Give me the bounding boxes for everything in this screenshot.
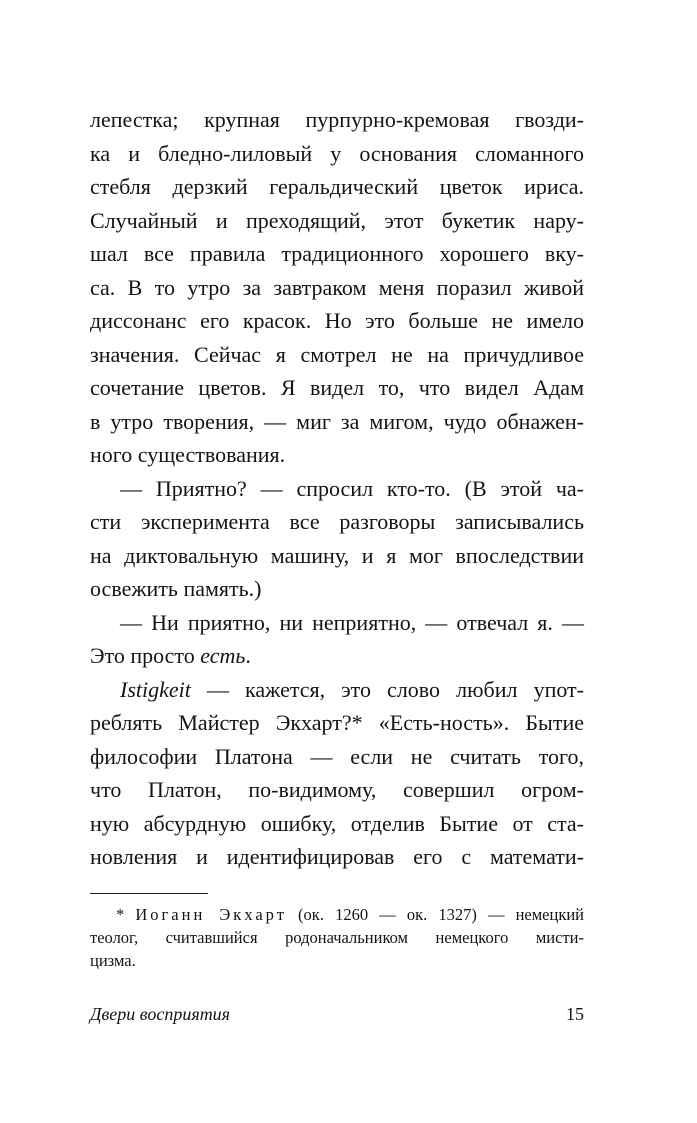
- page-footer: [90, 1001, 584, 1027]
- text-line: Случайный и преходящий, этот букетик нару-: [90, 207, 584, 233]
- text-line: ного существования.: [90, 442, 286, 467]
- footnote: [90, 903, 584, 972]
- text-line: са. В то утро за завтраком меня поразил живой: [90, 274, 584, 300]
- footnote-line: цизма.: [90, 951, 136, 970]
- text-fragment: .: [245, 643, 251, 668]
- text-fragment: — кажется, это слово любил упот-: [190, 676, 584, 702]
- footnote-divider: [90, 893, 208, 894]
- footnote-marker: *: [116, 905, 136, 924]
- text-line: ную абсурдную ошибку, отделив Бытие от ста-: [90, 810, 584, 836]
- text-line: лепестка; крупная пурпурно-кремовая гвозди-: [90, 107, 584, 132]
- text-line: на диктовальную машину, и я мог впоследствии: [90, 542, 584, 568]
- book-page: [90, 0, 584, 1123]
- text-line: освежить память.): [90, 576, 262, 601]
- footnote-line: [90, 903, 584, 926]
- text-line: значения. Сейчас я смотрел не на причудливое: [90, 341, 584, 367]
- text-fragment: Это просто: [90, 643, 201, 668]
- text-line: [90, 673, 584, 707]
- text-line: сочетание цветов. Я видел то, что видел Адам: [90, 375, 584, 400]
- text-line: реблять Майстер Экхарт?* «Есть-ность». Бытие: [90, 710, 584, 735]
- text-line: — Приятно? — спросил кто-то. (В этой ча-: [120, 475, 584, 501]
- text-line: ка и бледно-лиловый у основания сломанного: [90, 140, 584, 166]
- text-line: шал все правила традиционного хорошего вку-: [90, 241, 584, 266]
- footnote-name: Иоганн Экхарт: [135, 905, 287, 924]
- text-line: сти эксперимента все разговоры записывались: [90, 509, 584, 534]
- text-line: что Платон, по-видимому, совершил огром-: [90, 777, 584, 802]
- footnote-text: (ок. 1260 — ок. 1327) — немецкий: [286, 905, 584, 924]
- main-text: [90, 103, 584, 874]
- running-title: Двери восприятия: [90, 1004, 231, 1024]
- text-line: [90, 639, 584, 673]
- page-number: 15: [566, 1004, 584, 1024]
- text-line: новления и идентифицировав его с математи-: [90, 844, 584, 869]
- footnote-line: теолог, считавшийся родоначальником немецкого мисти-: [90, 928, 584, 947]
- text-line: — Ни приятно, ни неприятно, — отвечал я. —: [120, 609, 584, 635]
- text-line: диссонанс его красок. Но это больше не имело: [90, 308, 584, 333]
- text-line: стебля дерзкий геральдический цветок ириса.: [90, 174, 584, 199]
- text-line: философии Платона — если не считать того,: [90, 743, 584, 769]
- emphasis-text: Istigkeit: [120, 676, 191, 702]
- emphasis-text: есть: [200, 643, 246, 668]
- text-line: в утро творения, — миг за мигом, чудо обнажен-: [90, 408, 584, 434]
